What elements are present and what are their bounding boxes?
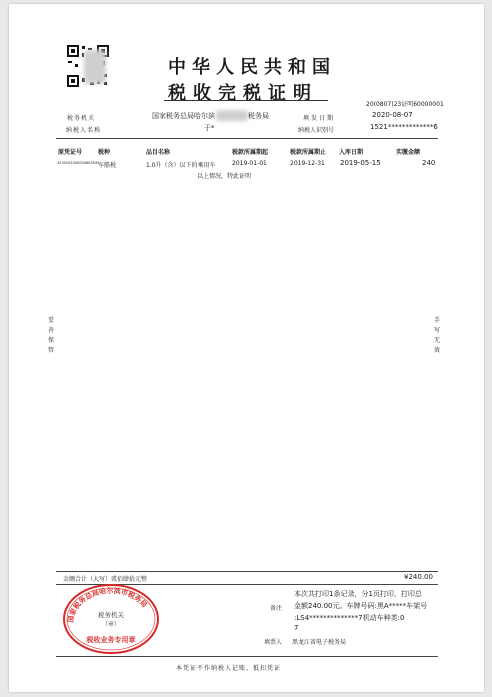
total-amount-value: ¥240.00 (404, 573, 433, 581)
col-period-start: 税款所属期起 (232, 149, 269, 156)
remarks-line2: 金额240.00元。车牌号码:黑A*****车架号 (294, 602, 428, 610)
title-underline (164, 100, 328, 101)
row-original-voucher: 3230191000000803045 (57, 161, 100, 165)
col-original-voucher: 原凭证号 (58, 149, 83, 156)
row-period-end: 2019-12-31 (290, 160, 325, 167)
remarks-label: 备注 (270, 605, 283, 612)
tax-authority-redaction (216, 110, 248, 121)
issue-date-value: 2020-08-07 (372, 111, 413, 119)
col-tax-type: 税种 (98, 149, 111, 156)
seal-center-bottom: （章） (101, 621, 121, 628)
remarks-line3: :LS4**************7机动车种类:0 (294, 614, 405, 622)
side-left-text: 妥善保管 (47, 317, 54, 354)
filler-label: 填票人 (264, 639, 283, 646)
col-entry-date: 入库日期 (339, 149, 364, 156)
remarks-line1: 本次共打印1条记录，分1页打印，打印总 (294, 590, 422, 598)
issue-date-label: 填发日期 (303, 115, 336, 122)
official-seal (61, 583, 161, 655)
doc-number: 20(0807)23证明60000001 (366, 101, 444, 108)
taxpayer-name-label: 纳税人名称 (66, 127, 102, 134)
row-item-name: 1.0升（含）以下的乘用车 (146, 162, 216, 169)
row-amount: 240 (422, 159, 436, 167)
title-line1: 中华人民共和国 (168, 57, 336, 78)
taxpayer-id-value: 1521*************6 (370, 123, 438, 131)
seal-ring-text: 国家税务总局哈尔滨市税务局 (66, 586, 149, 624)
tax-authority-value-suffix: 税务局 (248, 112, 269, 120)
tax-authority-label: 税务机关 (67, 115, 96, 122)
seal-center-top: 税务机关 (98, 611, 124, 619)
taxpayer-name-value: 于* (204, 124, 215, 132)
col-amount: 实缴金额 (396, 149, 421, 156)
bottom-note: 本凭证不作纳税人记账、抵扣凭证 (176, 665, 282, 672)
title-line2: 税收完税证明 (168, 83, 318, 104)
col-period-end: 税款所属期止 (290, 149, 327, 156)
tax-authority-value-prefix: 国家税务总局哈尔滨 (152, 112, 215, 120)
qr-redaction (84, 50, 106, 84)
row-entry-date: 2019-05-15 (340, 159, 381, 167)
seal-bottom-text: 税收业务专用章 (86, 636, 136, 644)
row-period-start: 2019-01-01 (232, 160, 267, 167)
taxpayer-id-label: 纳税人识别号 (298, 127, 335, 134)
header-divider (56, 138, 438, 139)
remarks-line4: 7 (294, 624, 299, 632)
total-amount-label: 金额合计（大写）贰佰肆拾元整 (63, 576, 148, 583)
filler-value: 黑龙江省电子税务局 (292, 639, 347, 646)
footer-bottom-line (56, 656, 438, 657)
footer-top-line (56, 571, 438, 572)
col-item-name: 品目名称 (146, 149, 171, 156)
row-tax-type: 车船税 (98, 162, 117, 169)
table-note: 以上情况，特此证明 (197, 173, 252, 180)
side-right-text: 手写无效 (433, 317, 440, 354)
